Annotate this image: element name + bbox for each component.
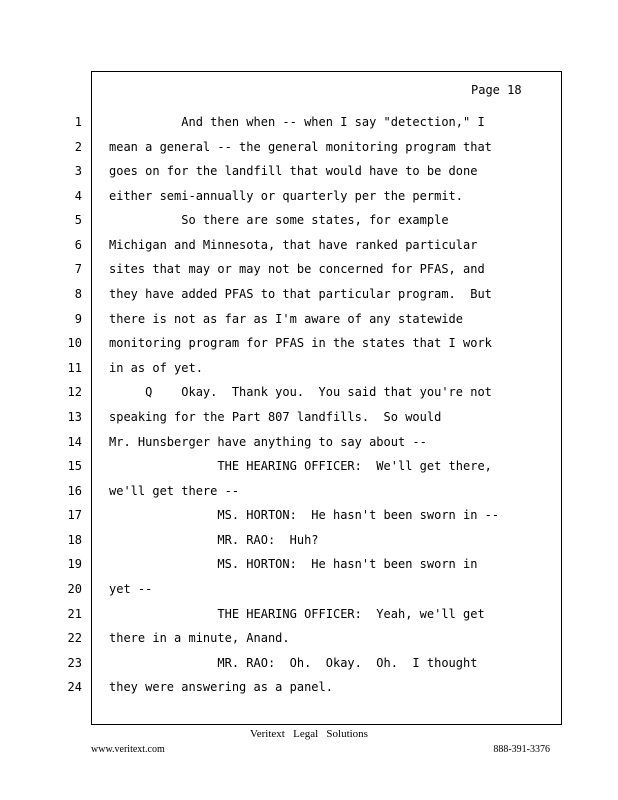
line-number: 7 — [74, 262, 82, 277]
transcript-line: either semi-annually or quarterly per the permit. — [109, 188, 464, 203]
transcript-line: So there are some states, for example — [109, 213, 449, 228]
transcript-line: Michigan and Minnesota, that have ranked particular — [109, 237, 478, 252]
line-number: 9 — [74, 311, 82, 326]
line-number: 18 — [67, 532, 82, 547]
line-number: 24 — [67, 680, 82, 695]
line-number-column — [60, 110, 82, 700]
line-number: 10 — [67, 336, 82, 351]
transcript-line: there in a minute, Anand. — [109, 631, 290, 646]
transcript-line: THE HEARING OFFICER: We'll get there, — [109, 459, 492, 474]
transcript-line: Q Okay. Thank you. You said that you're not — [109, 385, 492, 400]
transcript-line: MR. RAO: Oh. Okay. Oh. I thought — [109, 655, 478, 670]
footer-company: Veritext Legal Solutions — [250, 728, 368, 740]
line-number: 2 — [74, 139, 82, 154]
transcript-line: MR. RAO: Huh? — [109, 532, 319, 547]
transcript-line: goes on for the landfill that would have to be done — [109, 164, 478, 179]
transcript-line: And then when -- when I say "detection," I — [109, 115, 485, 129]
footer-website: www.veritext.com — [91, 744, 165, 755]
transcript-line: sites that may or may not be concerned for PFAS, and — [109, 262, 485, 277]
transcript-line: speaking for the Part 807 landfills. So would — [109, 409, 442, 424]
transcript-line: Mr. Hunsberger have anything to say about -- — [109, 434, 427, 449]
transcript-line: in as of yet. — [109, 360, 203, 375]
line-number: 17 — [67, 508, 82, 523]
line-number: 20 — [67, 581, 82, 596]
line-number: 23 — [67, 655, 82, 670]
line-number: 1 — [74, 115, 82, 129]
line-number: 8 — [74, 287, 82, 302]
transcript-line: MS. HORTON: He hasn't been sworn in — [109, 557, 478, 572]
transcript-line: they have added PFAS to that particular program. But — [109, 287, 492, 302]
transcript-body — [109, 110, 557, 700]
line-number: 14 — [67, 434, 82, 449]
line-number: 13 — [67, 409, 82, 424]
transcript-line: yet -- — [109, 581, 153, 596]
line-number: 15 — [67, 459, 82, 474]
transcript-line: mean a general -- the general monitoring program that — [109, 139, 492, 154]
transcript-line: THE HEARING OFFICER: Yeah, we'll get — [109, 606, 485, 621]
line-number: 6 — [74, 237, 82, 252]
line-number: 19 — [67, 557, 82, 572]
transcript-line: monitoring program for PFAS in the states that I work — [109, 336, 492, 351]
line-number: 12 — [67, 385, 82, 400]
line-number: 22 — [67, 631, 82, 646]
line-number: 21 — [67, 606, 82, 621]
line-number: 3 — [74, 164, 82, 179]
line-number: 16 — [67, 483, 82, 498]
line-number: 11 — [67, 360, 82, 375]
line-number: 5 — [74, 213, 82, 228]
page-number: Page 18 — [471, 83, 522, 97]
transcript-line: there is not as far as I'm aware of any statewide — [109, 311, 464, 326]
transcript-line: they were answering as a panel. — [109, 680, 333, 695]
line-number: 4 — [74, 188, 82, 203]
transcript-line: we'll get there -- — [109, 483, 240, 498]
transcript-line: MS. HORTON: He hasn't been sworn in -- — [109, 508, 500, 523]
footer-phone: 888-391-3376 — [493, 744, 550, 755]
